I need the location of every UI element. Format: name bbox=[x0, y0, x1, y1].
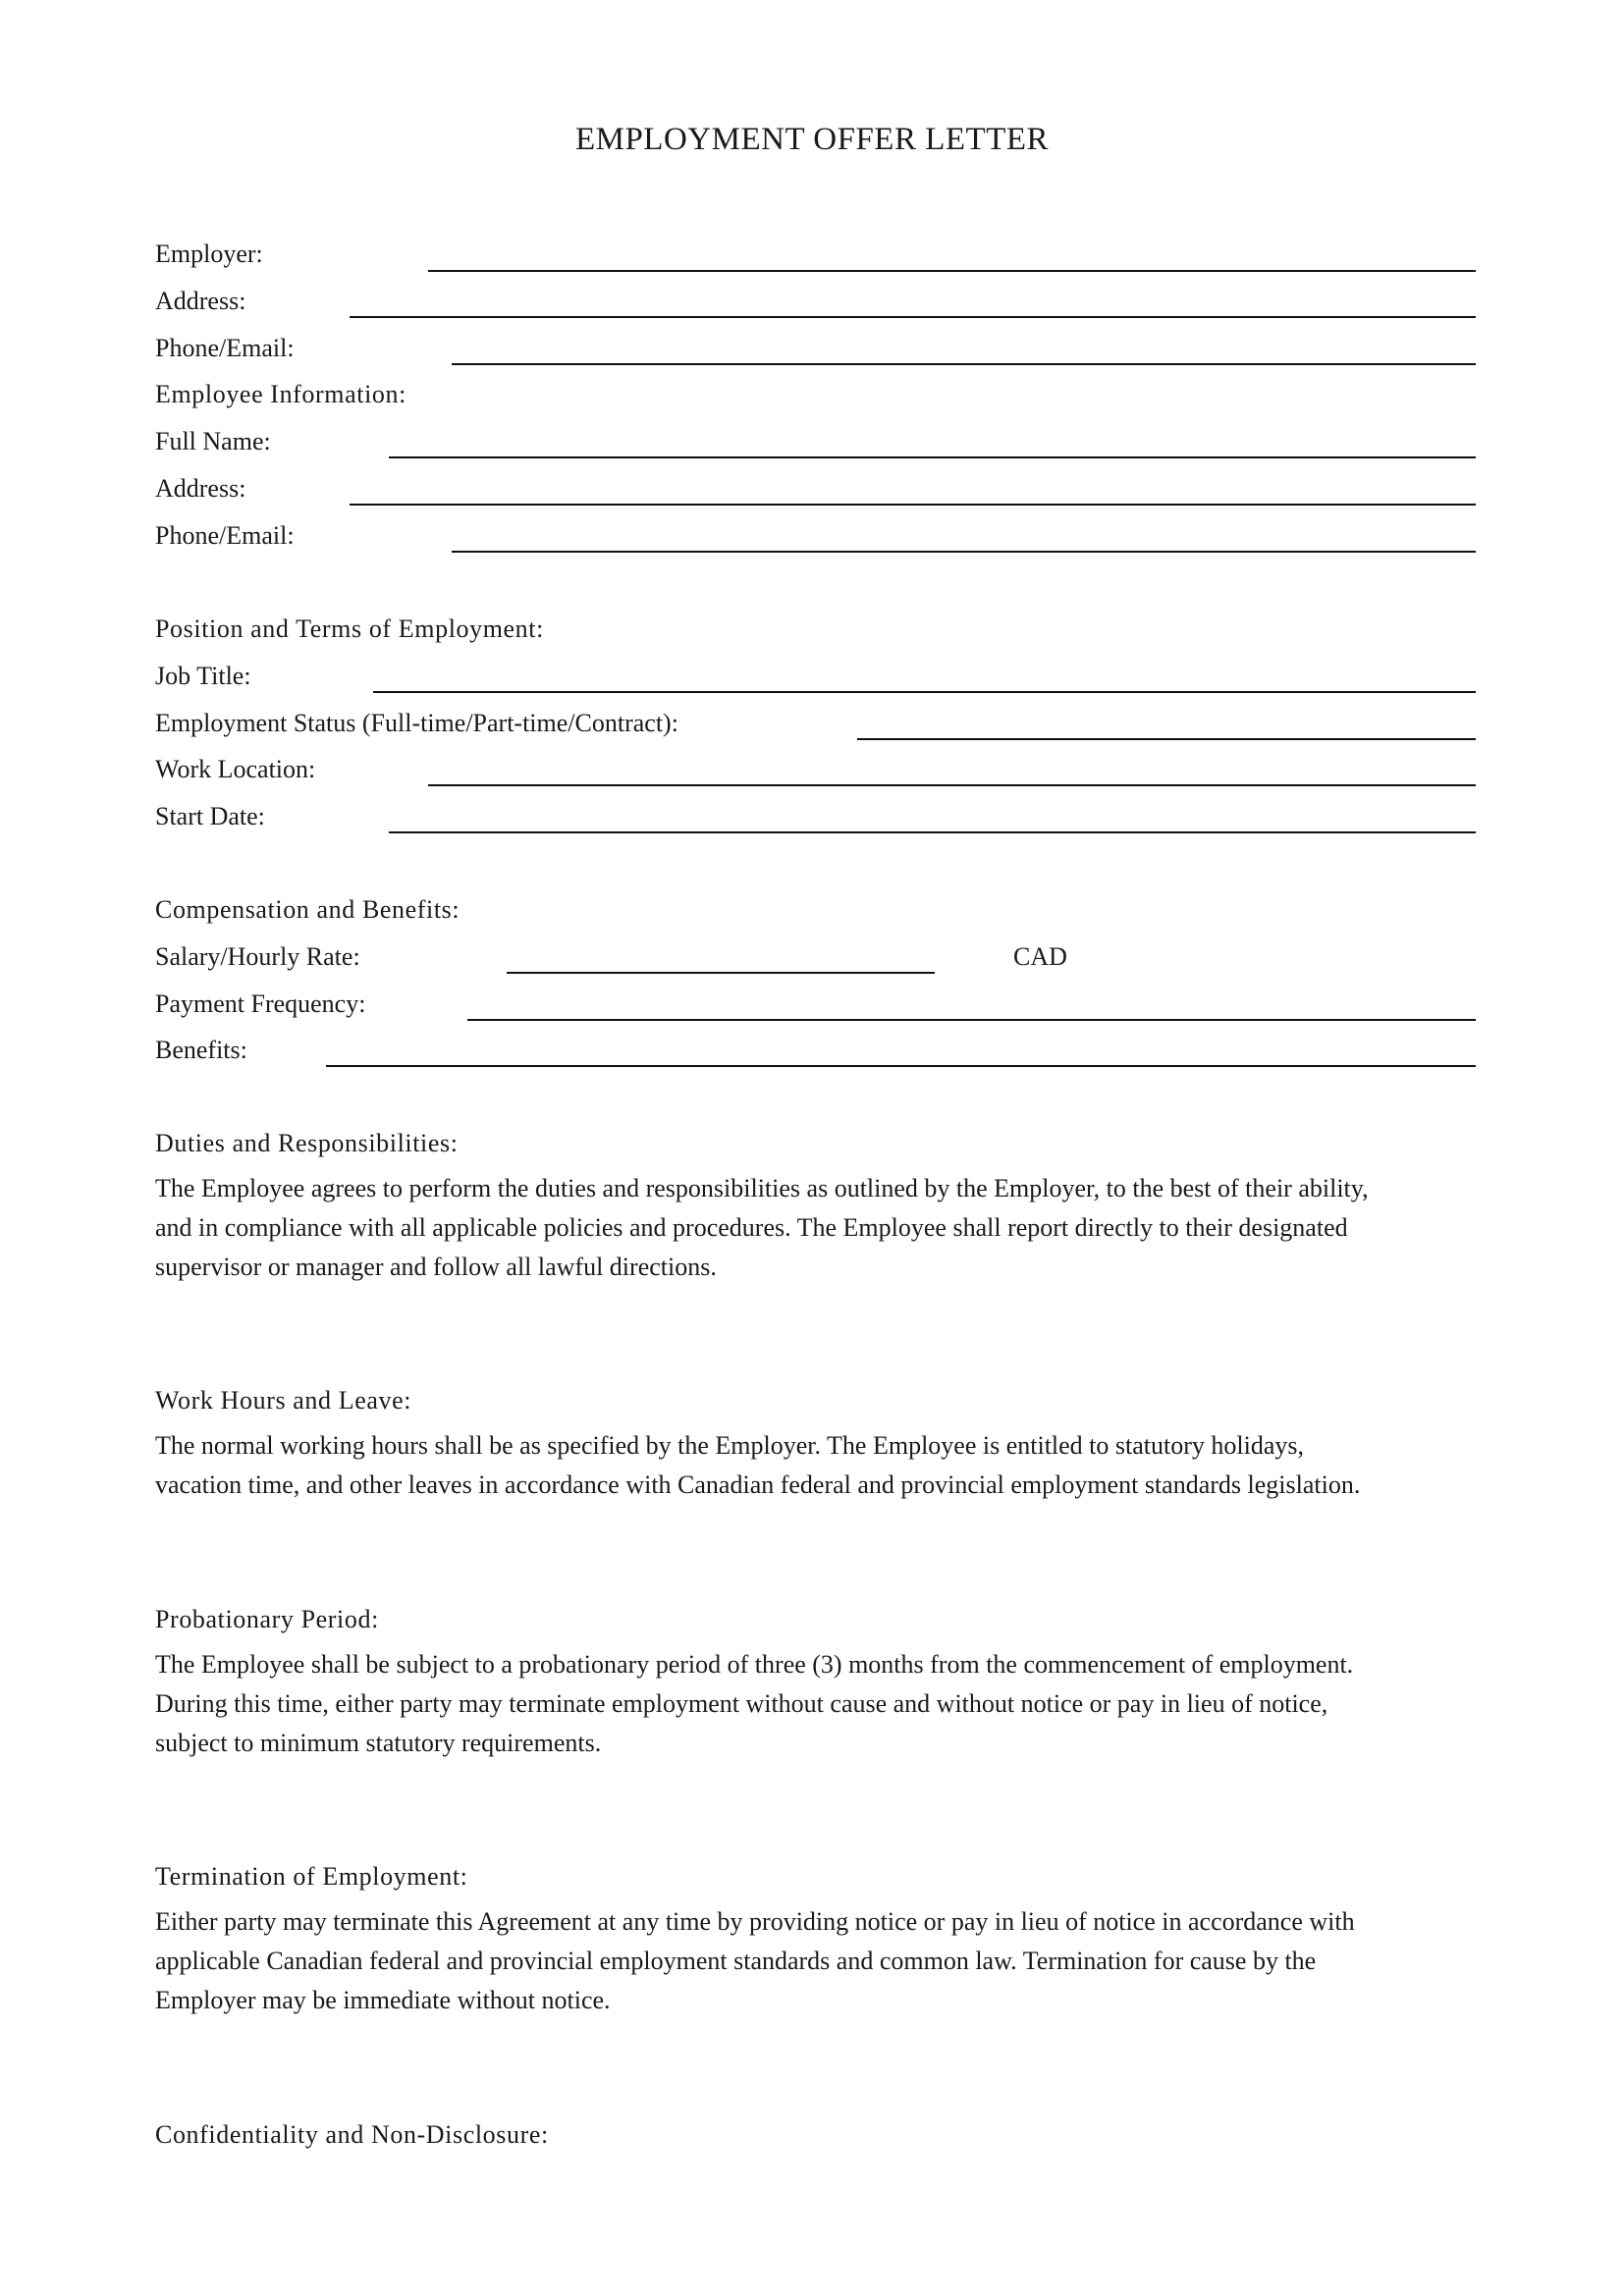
termination-line: Either party may terminate this Agreement at any time by providing notice or pay in lieu of notice in accordance with bbox=[155, 1907, 1355, 1936]
employer-address-label: Address: bbox=[155, 287, 246, 315]
duties-heading: Duties and Responsibilities: bbox=[155, 1129, 459, 1157]
employee-phone-email-field[interactable] bbox=[452, 551, 1476, 553]
employee-info-heading: Employee Information: bbox=[155, 380, 406, 408]
document-title: EMPLOYMENT OFFER LETTER bbox=[574, 122, 1050, 157]
employee-phone-email-label: Phone/Email: bbox=[155, 521, 295, 550]
work-hours-heading: Work Hours and Leave: bbox=[155, 1386, 412, 1415]
duties-line: supervisor or manager and follow all lawful directions. bbox=[155, 1253, 717, 1281]
probation-heading: Probationary Period: bbox=[155, 1605, 379, 1633]
start-date-field[interactable] bbox=[389, 831, 1476, 833]
employer-label: Employer: bbox=[155, 240, 263, 268]
work-location-label: Work Location: bbox=[155, 755, 316, 783]
employment-status-field[interactable] bbox=[857, 738, 1476, 740]
employer-phone-email-label: Phone/Email: bbox=[155, 334, 295, 362]
benefits-field[interactable] bbox=[326, 1065, 1476, 1067]
employer-phone-email-field[interactable] bbox=[452, 363, 1476, 365]
probation-line: During this time, either party may terminate employment without cause and without notice or pay in lieu of notice, bbox=[155, 1689, 1328, 1718]
duties-paragraph bbox=[155, 1169, 1490, 1287]
work-hours-paragraph bbox=[155, 1426, 1490, 1505]
employer-address-field[interactable] bbox=[350, 316, 1476, 318]
salary-field[interactable] bbox=[507, 972, 935, 974]
probation-paragraph bbox=[155, 1645, 1490, 1763]
work-hours-line: The normal working hours shall be as specified by the Employer. The Employee is entitled to statutory holidays, bbox=[155, 1431, 1304, 1460]
position-heading: Position and Terms of Employment: bbox=[155, 614, 544, 643]
salary-label: Salary/Hourly Rate: bbox=[155, 942, 360, 971]
termination-heading: Termination of Employment: bbox=[155, 1862, 468, 1891]
employee-address-field[interactable] bbox=[350, 504, 1476, 506]
job-title-label: Job Title: bbox=[155, 662, 251, 690]
duties-line: and in compliance with all applicable policies and procedures. The Employee shall report directly to their designated bbox=[155, 1213, 1348, 1242]
benefits-label: Benefits: bbox=[155, 1036, 247, 1064]
duties-line: The Employee agrees to perform the duties and responsibilities as outlined by the Employer, to the best of their ability, bbox=[155, 1174, 1369, 1202]
termination-line: applicable Canadian federal and provincial employment standards and common law. Termination for cause by the bbox=[155, 1947, 1317, 1975]
employee-full-name-label: Full Name: bbox=[155, 427, 271, 455]
payment-frequency-field[interactable] bbox=[467, 1019, 1476, 1021]
compensation-heading: Compensation and Benefits: bbox=[155, 895, 460, 924]
termination-line: Employer may be immediate without notice. bbox=[155, 1986, 611, 2014]
currency-label: CAD bbox=[1013, 942, 1067, 971]
probation-line: subject to minimum statutory requirements. bbox=[155, 1729, 602, 1757]
job-title-field[interactable] bbox=[373, 691, 1476, 693]
probation-line: The Employee shall be subject to a probationary period of three (3) months from the commencement of employment. bbox=[155, 1650, 1354, 1679]
termination-paragraph bbox=[155, 1902, 1490, 2020]
employer-field[interactable] bbox=[428, 270, 1476, 272]
confidentiality-heading: Confidentiality and Non-Disclosure: bbox=[155, 2120, 549, 2149]
employee-address-label: Address: bbox=[155, 474, 246, 503]
employment-status-label: Employment Status (Full-time/Part-time/Contract): bbox=[155, 709, 678, 737]
start-date-label: Start Date: bbox=[155, 802, 265, 830]
employee-full-name-field[interactable] bbox=[389, 456, 1476, 458]
payment-frequency-label: Payment Frequency: bbox=[155, 989, 366, 1018]
work-location-field[interactable] bbox=[428, 784, 1476, 786]
work-hours-line: vacation time, and other leaves in accordance with Canadian federal and provincial employment standards legislation. bbox=[155, 1470, 1361, 1499]
